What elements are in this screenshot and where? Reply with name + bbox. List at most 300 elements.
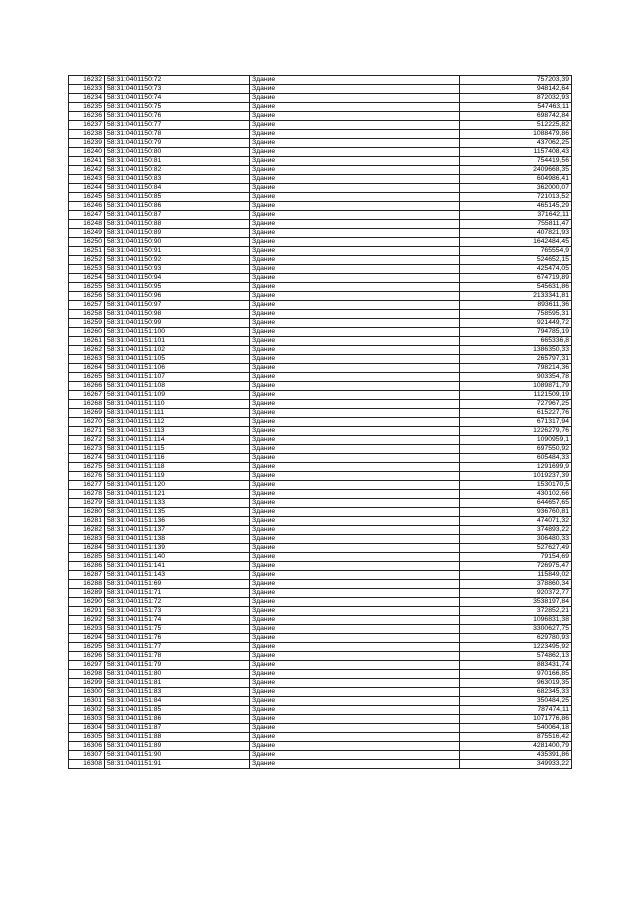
table-row bbox=[69, 283, 572, 292]
cadastral-value-cell: 374893,22 bbox=[460, 526, 572, 535]
cadastral-value-cell: 1019237,39 bbox=[460, 472, 572, 481]
row-number-cell: 16255 bbox=[69, 283, 105, 292]
cadastral-number-cell: 58:31:0401151:78 bbox=[105, 652, 250, 661]
row-number-cell: 16277 bbox=[69, 481, 105, 490]
row-number-cell: 16233 bbox=[69, 85, 105, 94]
table-row bbox=[69, 742, 572, 751]
cadastral-value-cell: 726975,47 bbox=[460, 562, 572, 571]
cadastral-value-cell: 920372,77 bbox=[460, 589, 572, 598]
table-row bbox=[69, 589, 572, 598]
cadastral-number-cell: 58:31:0401150:77 bbox=[105, 121, 250, 130]
object-type-cell: Здание bbox=[250, 355, 460, 364]
cadastral-number-cell: 58:31:0401150:81 bbox=[105, 157, 250, 166]
object-type-cell: Здание bbox=[250, 400, 460, 409]
table-row bbox=[69, 688, 572, 697]
table-row bbox=[69, 121, 572, 130]
cadastral-value-cell: 524652,15 bbox=[460, 256, 572, 265]
row-number-cell: 16262 bbox=[69, 346, 105, 355]
object-type-cell: Здание bbox=[250, 751, 460, 760]
cadastral-value-cell: 435391,86 bbox=[460, 751, 572, 760]
table-row bbox=[69, 139, 572, 148]
cadastral-value-cell: 265797,31 bbox=[460, 355, 572, 364]
table-row bbox=[69, 670, 572, 679]
object-type-cell: Здание bbox=[250, 175, 460, 184]
cadastral-number-cell: 58:31:0401151:84 bbox=[105, 697, 250, 706]
cadastral-number-cell: 58:31:0401151:113 bbox=[105, 427, 250, 436]
cadastral-value-cell: 437062,25 bbox=[460, 139, 572, 148]
table-row bbox=[69, 616, 572, 625]
table-row bbox=[69, 463, 572, 472]
row-number-cell: 16283 bbox=[69, 535, 105, 544]
cadastral-value-cell: 547463,11 bbox=[460, 103, 572, 112]
object-type-cell: Здание bbox=[250, 598, 460, 607]
cadastral-number-cell: 58:31:0401151:105 bbox=[105, 355, 250, 364]
cadastral-number-cell: 58:31:0401151:135 bbox=[105, 508, 250, 517]
object-type-cell: Здание bbox=[250, 472, 460, 481]
cadastral-value-cell: 883431,74 bbox=[460, 661, 572, 670]
row-number-cell: 16266 bbox=[69, 382, 105, 391]
object-type-cell: Здание bbox=[250, 724, 460, 733]
cadastral-number-cell: 58:31:0401151:79 bbox=[105, 661, 250, 670]
cadastral-number-cell: 58:31:0401151:141 bbox=[105, 562, 250, 571]
row-number-cell: 16273 bbox=[69, 445, 105, 454]
cadastral-number-cell: 58:31:0401151:115 bbox=[105, 445, 250, 454]
object-type-cell: Здание bbox=[250, 580, 460, 589]
cadastral-number-cell: 58:31:0401150:87 bbox=[105, 211, 250, 220]
cadastral-value-cell: 362000,07 bbox=[460, 184, 572, 193]
table-row bbox=[69, 391, 572, 400]
cadastral-number-cell: 58:31:0401151:101 bbox=[105, 337, 250, 346]
object-type-cell: Здание bbox=[250, 382, 460, 391]
row-number-cell: 16263 bbox=[69, 355, 105, 364]
cadastral-number-cell: 58:31:0401151:88 bbox=[105, 733, 250, 742]
table-row bbox=[69, 571, 572, 580]
row-number-cell: 16280 bbox=[69, 508, 105, 517]
cadastral-number-cell: 58:31:0401151:109 bbox=[105, 391, 250, 400]
cadastral-value-cell: 1071776,86 bbox=[460, 715, 572, 724]
object-type-cell: Здание bbox=[250, 229, 460, 238]
object-type-cell: Здание bbox=[250, 337, 460, 346]
object-type-cell: Здание bbox=[250, 211, 460, 220]
table-row bbox=[69, 328, 572, 337]
row-number-cell: 16272 bbox=[69, 436, 105, 445]
table-row bbox=[69, 562, 572, 571]
row-number-cell: 16298 bbox=[69, 670, 105, 679]
table-row bbox=[69, 535, 572, 544]
table-row bbox=[69, 157, 572, 166]
row-number-cell: 16240 bbox=[69, 148, 105, 157]
cadastral-number-cell: 58:31:0401151:91 bbox=[105, 760, 250, 769]
row-number-cell: 16300 bbox=[69, 688, 105, 697]
cadastral-number-cell: 58:31:0401150:92 bbox=[105, 256, 250, 265]
object-type-cell: Здание bbox=[250, 634, 460, 643]
cadastral-value-cell: 970166,85 bbox=[460, 670, 572, 679]
row-number-cell: 16251 bbox=[69, 247, 105, 256]
cadastral-value-cell: 4281400,79 bbox=[460, 742, 572, 751]
row-number-cell: 16232 bbox=[69, 76, 105, 85]
cadastral-value-cell: 512225,82 bbox=[460, 121, 572, 130]
table-row bbox=[69, 580, 572, 589]
cadastral-number-cell: 58:31:0401150:76 bbox=[105, 112, 250, 121]
table-row bbox=[69, 436, 572, 445]
table-row bbox=[69, 598, 572, 607]
cadastral-number-cell: 58:31:0401151:86 bbox=[105, 715, 250, 724]
cadastral-number-cell: 58:31:0401150:94 bbox=[105, 274, 250, 283]
row-number-cell: 16286 bbox=[69, 562, 105, 571]
object-type-cell: Здание bbox=[250, 103, 460, 112]
row-number-cell: 16241 bbox=[69, 157, 105, 166]
cadastral-number-cell: 58:31:0401151:110 bbox=[105, 400, 250, 409]
object-type-cell: Здание bbox=[250, 76, 460, 85]
row-number-cell: 16285 bbox=[69, 553, 105, 562]
object-type-cell: Здание bbox=[250, 157, 460, 166]
table-row bbox=[69, 661, 572, 670]
object-type-cell: Здание bbox=[250, 562, 460, 571]
object-type-cell: Здание bbox=[250, 643, 460, 652]
row-number-cell: 16269 bbox=[69, 409, 105, 418]
cadastral-number-cell: 58:31:0401151:83 bbox=[105, 688, 250, 697]
cadastral-number-cell: 58:31:0401151:121 bbox=[105, 490, 250, 499]
cadastral-value-cell: 665336,8 bbox=[460, 337, 572, 346]
object-type-cell: Здание bbox=[250, 454, 460, 463]
object-type-cell: Здание bbox=[250, 733, 460, 742]
cadastral-number-cell: 58:31:0401150:95 bbox=[105, 283, 250, 292]
row-number-cell: 16291 bbox=[69, 607, 105, 616]
table-row bbox=[69, 715, 572, 724]
object-type-cell: Здание bbox=[250, 445, 460, 454]
cadastral-value-cell: 893611,36 bbox=[460, 301, 572, 310]
cadastral-number-cell: 58:31:0401151:74 bbox=[105, 616, 250, 625]
cadastral-value-cell: 527627,49 bbox=[460, 544, 572, 553]
row-number-cell: 16247 bbox=[69, 211, 105, 220]
object-type-cell: Здание bbox=[250, 346, 460, 355]
cadastral-number-cell: 58:31:0401151:106 bbox=[105, 364, 250, 373]
table-row bbox=[69, 256, 572, 265]
object-type-cell: Здание bbox=[250, 148, 460, 157]
cadastral-value-cell: 2133341,81 bbox=[460, 292, 572, 301]
cadastral-number-cell: 58:31:0401151:107 bbox=[105, 373, 250, 382]
object-type-cell: Здание bbox=[250, 544, 460, 553]
table-row bbox=[69, 175, 572, 184]
cadastral-value-cell: 671317,94 bbox=[460, 418, 572, 427]
object-type-cell: Здание bbox=[250, 202, 460, 211]
table-row bbox=[69, 76, 572, 85]
cadastral-number-cell: 58:31:0401151:140 bbox=[105, 553, 250, 562]
cadastral-number-cell: 58:31:0401151:85 bbox=[105, 706, 250, 715]
object-type-cell: Здание bbox=[250, 661, 460, 670]
cadastral-value-cell: 1386350,33 bbox=[460, 346, 572, 355]
cadastral-value-cell: 754419,56 bbox=[460, 157, 572, 166]
table-row bbox=[69, 346, 572, 355]
row-number-cell: 16303 bbox=[69, 715, 105, 724]
row-number-cell: 16297 bbox=[69, 661, 105, 670]
row-number-cell: 16289 bbox=[69, 589, 105, 598]
cadastral-value-cell: 674719,89 bbox=[460, 274, 572, 283]
cadastral-value-cell: 787474,11 bbox=[460, 706, 572, 715]
object-type-cell: Здание bbox=[250, 625, 460, 634]
table-row bbox=[69, 364, 572, 373]
cadastral-value-cell: 872032,93 bbox=[460, 94, 572, 103]
table-row bbox=[69, 724, 572, 733]
object-type-cell: Здание bbox=[250, 319, 460, 328]
row-number-cell: 16284 bbox=[69, 544, 105, 553]
object-type-cell: Здание bbox=[250, 256, 460, 265]
cadastral-number-cell: 58:31:0401150:99 bbox=[105, 319, 250, 328]
table-row bbox=[69, 193, 572, 202]
cadastral-number-cell: 58:31:0401150:80 bbox=[105, 148, 250, 157]
cadastral-value-cell: 757203,39 bbox=[460, 76, 572, 85]
object-type-cell: Здание bbox=[250, 463, 460, 472]
object-type-cell: Здание bbox=[250, 130, 460, 139]
object-type-cell: Здание bbox=[250, 526, 460, 535]
cadastral-value-cell: 1089871,79 bbox=[460, 382, 572, 391]
cadastral-value-cell: 372852,21 bbox=[460, 607, 572, 616]
object-type-cell: Здание bbox=[250, 391, 460, 400]
cadastral-number-cell: 58:31:0401151:119 bbox=[105, 472, 250, 481]
cadastral-value-cell: 474071,32 bbox=[460, 517, 572, 526]
cadastral-value-cell: 378860,34 bbox=[460, 580, 572, 589]
table-row bbox=[69, 112, 572, 121]
cadastral-value-cell: 1291699,9 bbox=[460, 463, 572, 472]
object-type-cell: Здание bbox=[250, 193, 460, 202]
cadastral-number-cell: 58:31:0401150:89 bbox=[105, 229, 250, 238]
object-type-cell: Здание bbox=[250, 616, 460, 625]
row-number-cell: 16246 bbox=[69, 202, 105, 211]
cadastral-number-cell: 58:31:0401151:111 bbox=[105, 409, 250, 418]
cadastral-number-cell: 58:31:0401151:118 bbox=[105, 463, 250, 472]
cadastral-number-cell: 58:31:0401151:137 bbox=[105, 526, 250, 535]
object-type-cell: Здание bbox=[250, 364, 460, 373]
row-number-cell: 16274 bbox=[69, 454, 105, 463]
object-type-cell: Здание bbox=[250, 571, 460, 580]
table-row bbox=[69, 319, 572, 328]
cadastral-number-cell: 58:31:0401151:114 bbox=[105, 436, 250, 445]
row-number-cell: 16270 bbox=[69, 418, 105, 427]
row-number-cell: 16267 bbox=[69, 391, 105, 400]
table-row bbox=[69, 265, 572, 274]
object-type-cell: Здание bbox=[250, 265, 460, 274]
cadastral-number-cell: 58:31:0401151:89 bbox=[105, 742, 250, 751]
object-type-cell: Здание bbox=[250, 409, 460, 418]
row-number-cell: 16261 bbox=[69, 337, 105, 346]
table-row bbox=[69, 238, 572, 247]
cadastral-value-cell: 2409668,35 bbox=[460, 166, 572, 175]
cadastral-number-cell: 58:31:0401150:74 bbox=[105, 94, 250, 103]
table-row bbox=[69, 310, 572, 319]
row-number-cell: 16257 bbox=[69, 301, 105, 310]
table-row bbox=[69, 499, 572, 508]
object-type-cell: Здание bbox=[250, 715, 460, 724]
row-number-cell: 16245 bbox=[69, 193, 105, 202]
row-number-cell: 16256 bbox=[69, 292, 105, 301]
cadastral-number-cell: 58:31:0401151:112 bbox=[105, 418, 250, 427]
table-row bbox=[69, 418, 572, 427]
table-row bbox=[69, 355, 572, 364]
row-number-cell: 16290 bbox=[69, 598, 105, 607]
table-row bbox=[69, 508, 572, 517]
cadastral-value-cell: 1096831,38 bbox=[460, 616, 572, 625]
object-type-cell: Здание bbox=[250, 328, 460, 337]
row-number-cell: 16306 bbox=[69, 742, 105, 751]
row-number-cell: 16235 bbox=[69, 103, 105, 112]
cadastral-value-cell: 629780,93 bbox=[460, 634, 572, 643]
object-type-cell: Здание bbox=[250, 706, 460, 715]
table-row bbox=[69, 517, 572, 526]
object-type-cell: Здание bbox=[250, 760, 460, 769]
row-number-cell: 16250 bbox=[69, 238, 105, 247]
row-number-cell: 16308 bbox=[69, 760, 105, 769]
cadastral-value-cell: 1090959,1 bbox=[460, 436, 572, 445]
cadastral-value-cell: 936760,81 bbox=[460, 508, 572, 517]
cadastral-number-cell: 58:31:0401150:79 bbox=[105, 139, 250, 148]
table-row bbox=[69, 130, 572, 139]
object-type-cell: Здание bbox=[250, 247, 460, 256]
cadastral-number-cell: 58:31:0401151:77 bbox=[105, 643, 250, 652]
cadastral-number-cell: 58:31:0401150:75 bbox=[105, 103, 250, 112]
row-number-cell: 16252 bbox=[69, 256, 105, 265]
object-type-cell: Здание bbox=[250, 292, 460, 301]
cadastral-number-cell: 58:31:0401150:91 bbox=[105, 247, 250, 256]
cadastral-number-cell: 58:31:0401151:72 bbox=[105, 598, 250, 607]
cadastral-number-cell: 58:31:0401150:96 bbox=[105, 292, 250, 301]
cadastral-value-cell: 3300627,75 bbox=[460, 625, 572, 634]
table-row bbox=[69, 751, 572, 760]
cadastral-value-cell: 1121509,19 bbox=[460, 391, 572, 400]
table-row bbox=[69, 85, 572, 94]
cadastral-number-cell: 58:31:0401151:139 bbox=[105, 544, 250, 553]
table-row bbox=[69, 490, 572, 499]
row-number-cell: 16302 bbox=[69, 706, 105, 715]
cadastral-value-cell: 755811,47 bbox=[460, 220, 572, 229]
row-number-cell: 16236 bbox=[69, 112, 105, 121]
cadastral-number-cell: 58:31:0401151:138 bbox=[105, 535, 250, 544]
row-number-cell: 16237 bbox=[69, 121, 105, 130]
row-number-cell: 16243 bbox=[69, 175, 105, 184]
cadastral-value-cell: 604986,41 bbox=[460, 175, 572, 184]
object-type-cell: Здание bbox=[250, 427, 460, 436]
cadastral-value-cell: 948142,64 bbox=[460, 85, 572, 94]
cadastral-value-cell: 963019,35 bbox=[460, 679, 572, 688]
object-type-cell: Здание bbox=[250, 607, 460, 616]
table-row bbox=[69, 373, 572, 382]
cadastral-value-cell: 758595,31 bbox=[460, 310, 572, 319]
table-row bbox=[69, 544, 572, 553]
object-type-cell: Здание bbox=[250, 742, 460, 751]
object-type-cell: Здание bbox=[250, 274, 460, 283]
table-row bbox=[69, 679, 572, 688]
row-number-cell: 16264 bbox=[69, 364, 105, 373]
cadastral-value-cell: 79154,69 bbox=[460, 553, 572, 562]
cadastral-value-cell: 350484,25 bbox=[460, 697, 572, 706]
cadastral-value-cell: 615227,76 bbox=[460, 409, 572, 418]
cadastral-value-cell: 903354,78 bbox=[460, 373, 572, 382]
cadastral-number-cell: 58:31:0401150:78 bbox=[105, 130, 250, 139]
row-number-cell: 16294 bbox=[69, 634, 105, 643]
table-row bbox=[69, 211, 572, 220]
cadastral-value-cell: 465145,29 bbox=[460, 202, 572, 211]
row-number-cell: 16248 bbox=[69, 220, 105, 229]
cadastral-number-cell: 58:31:0401151:71 bbox=[105, 589, 250, 598]
row-number-cell: 16301 bbox=[69, 697, 105, 706]
row-number-cell: 16292 bbox=[69, 616, 105, 625]
cadastral-value-cell: 644657,65 bbox=[460, 499, 572, 508]
table-row bbox=[69, 184, 572, 193]
object-type-cell: Здание bbox=[250, 679, 460, 688]
table-body bbox=[69, 76, 572, 769]
cadastral-number-cell: 58:31:0401151:75 bbox=[105, 625, 250, 634]
object-type-cell: Здание bbox=[250, 121, 460, 130]
cadastral-value-cell: 1642484,45 bbox=[460, 238, 572, 247]
table-row bbox=[69, 202, 572, 211]
table-row bbox=[69, 643, 572, 652]
row-number-cell: 16296 bbox=[69, 652, 105, 661]
object-type-cell: Здание bbox=[250, 310, 460, 319]
row-number-cell: 16249 bbox=[69, 229, 105, 238]
row-number-cell: 16242 bbox=[69, 166, 105, 175]
cadastral-number-cell: 58:31:0401151:133 bbox=[105, 499, 250, 508]
row-number-cell: 16253 bbox=[69, 265, 105, 274]
cadastral-number-cell: 58:31:0401150:83 bbox=[105, 175, 250, 184]
table-row bbox=[69, 697, 572, 706]
row-number-cell: 16244 bbox=[69, 184, 105, 193]
cadastral-value-cell: 727967,25 bbox=[460, 400, 572, 409]
table-row bbox=[69, 148, 572, 157]
object-type-cell: Здание bbox=[250, 481, 460, 490]
row-number-cell: 16275 bbox=[69, 463, 105, 472]
cadastral-number-cell: 58:31:0401150:73 bbox=[105, 85, 250, 94]
cadastral-value-cell: 721013,52 bbox=[460, 193, 572, 202]
row-number-cell: 16265 bbox=[69, 373, 105, 382]
object-type-cell: Здание bbox=[250, 301, 460, 310]
cadastral-value-cell: 765554,9 bbox=[460, 247, 572, 256]
object-type-cell: Здание bbox=[250, 688, 460, 697]
table-row bbox=[69, 760, 572, 769]
table-row bbox=[69, 382, 572, 391]
cadastral-value-cell: 697550,92 bbox=[460, 445, 572, 454]
table-row bbox=[69, 553, 572, 562]
cadastral-number-cell: 58:31:0401150:86 bbox=[105, 202, 250, 211]
cadastral-value-cell: 1226279,76 bbox=[460, 427, 572, 436]
cadastral-value-cell: 682345,33 bbox=[460, 688, 572, 697]
cadastral-value-cell: 425474,05 bbox=[460, 265, 572, 274]
cadastral-number-cell: 58:31:0401150:84 bbox=[105, 184, 250, 193]
cadastral-value-cell: 1223495,92 bbox=[460, 643, 572, 652]
cadastral-value-cell: 349933,22 bbox=[460, 760, 572, 769]
table-row bbox=[69, 481, 572, 490]
cadastral-number-cell: 58:31:0401150:88 bbox=[105, 220, 250, 229]
cadastral-value-cell: 540064,18 bbox=[460, 724, 572, 733]
table-row bbox=[69, 454, 572, 463]
row-number-cell: 16268 bbox=[69, 400, 105, 409]
table-row bbox=[69, 472, 572, 481]
cadastral-value-cell: 1157408,43 bbox=[460, 148, 572, 157]
object-type-cell: Здание bbox=[250, 283, 460, 292]
cadastral-number-cell: 58:31:0401151:143 bbox=[105, 571, 250, 580]
object-type-cell: Здание bbox=[250, 670, 460, 679]
row-number-cell: 16304 bbox=[69, 724, 105, 733]
table-row bbox=[69, 445, 572, 454]
cadastral-number-cell: 58:31:0401151:81 bbox=[105, 679, 250, 688]
object-type-cell: Здание bbox=[250, 373, 460, 382]
cadastral-number-cell: 58:31:0401151:76 bbox=[105, 634, 250, 643]
object-type-cell: Здание bbox=[250, 652, 460, 661]
cadastral-value-cell: 115849,02 bbox=[460, 571, 572, 580]
cadastral-value-cell: 3538197,84 bbox=[460, 598, 572, 607]
cadastral-number-cell: 58:31:0401150:82 bbox=[105, 166, 250, 175]
row-number-cell: 16238 bbox=[69, 130, 105, 139]
cadastral-value-cell: 875516,42 bbox=[460, 733, 572, 742]
cadastral-value-cell: 306480,33 bbox=[460, 535, 572, 544]
